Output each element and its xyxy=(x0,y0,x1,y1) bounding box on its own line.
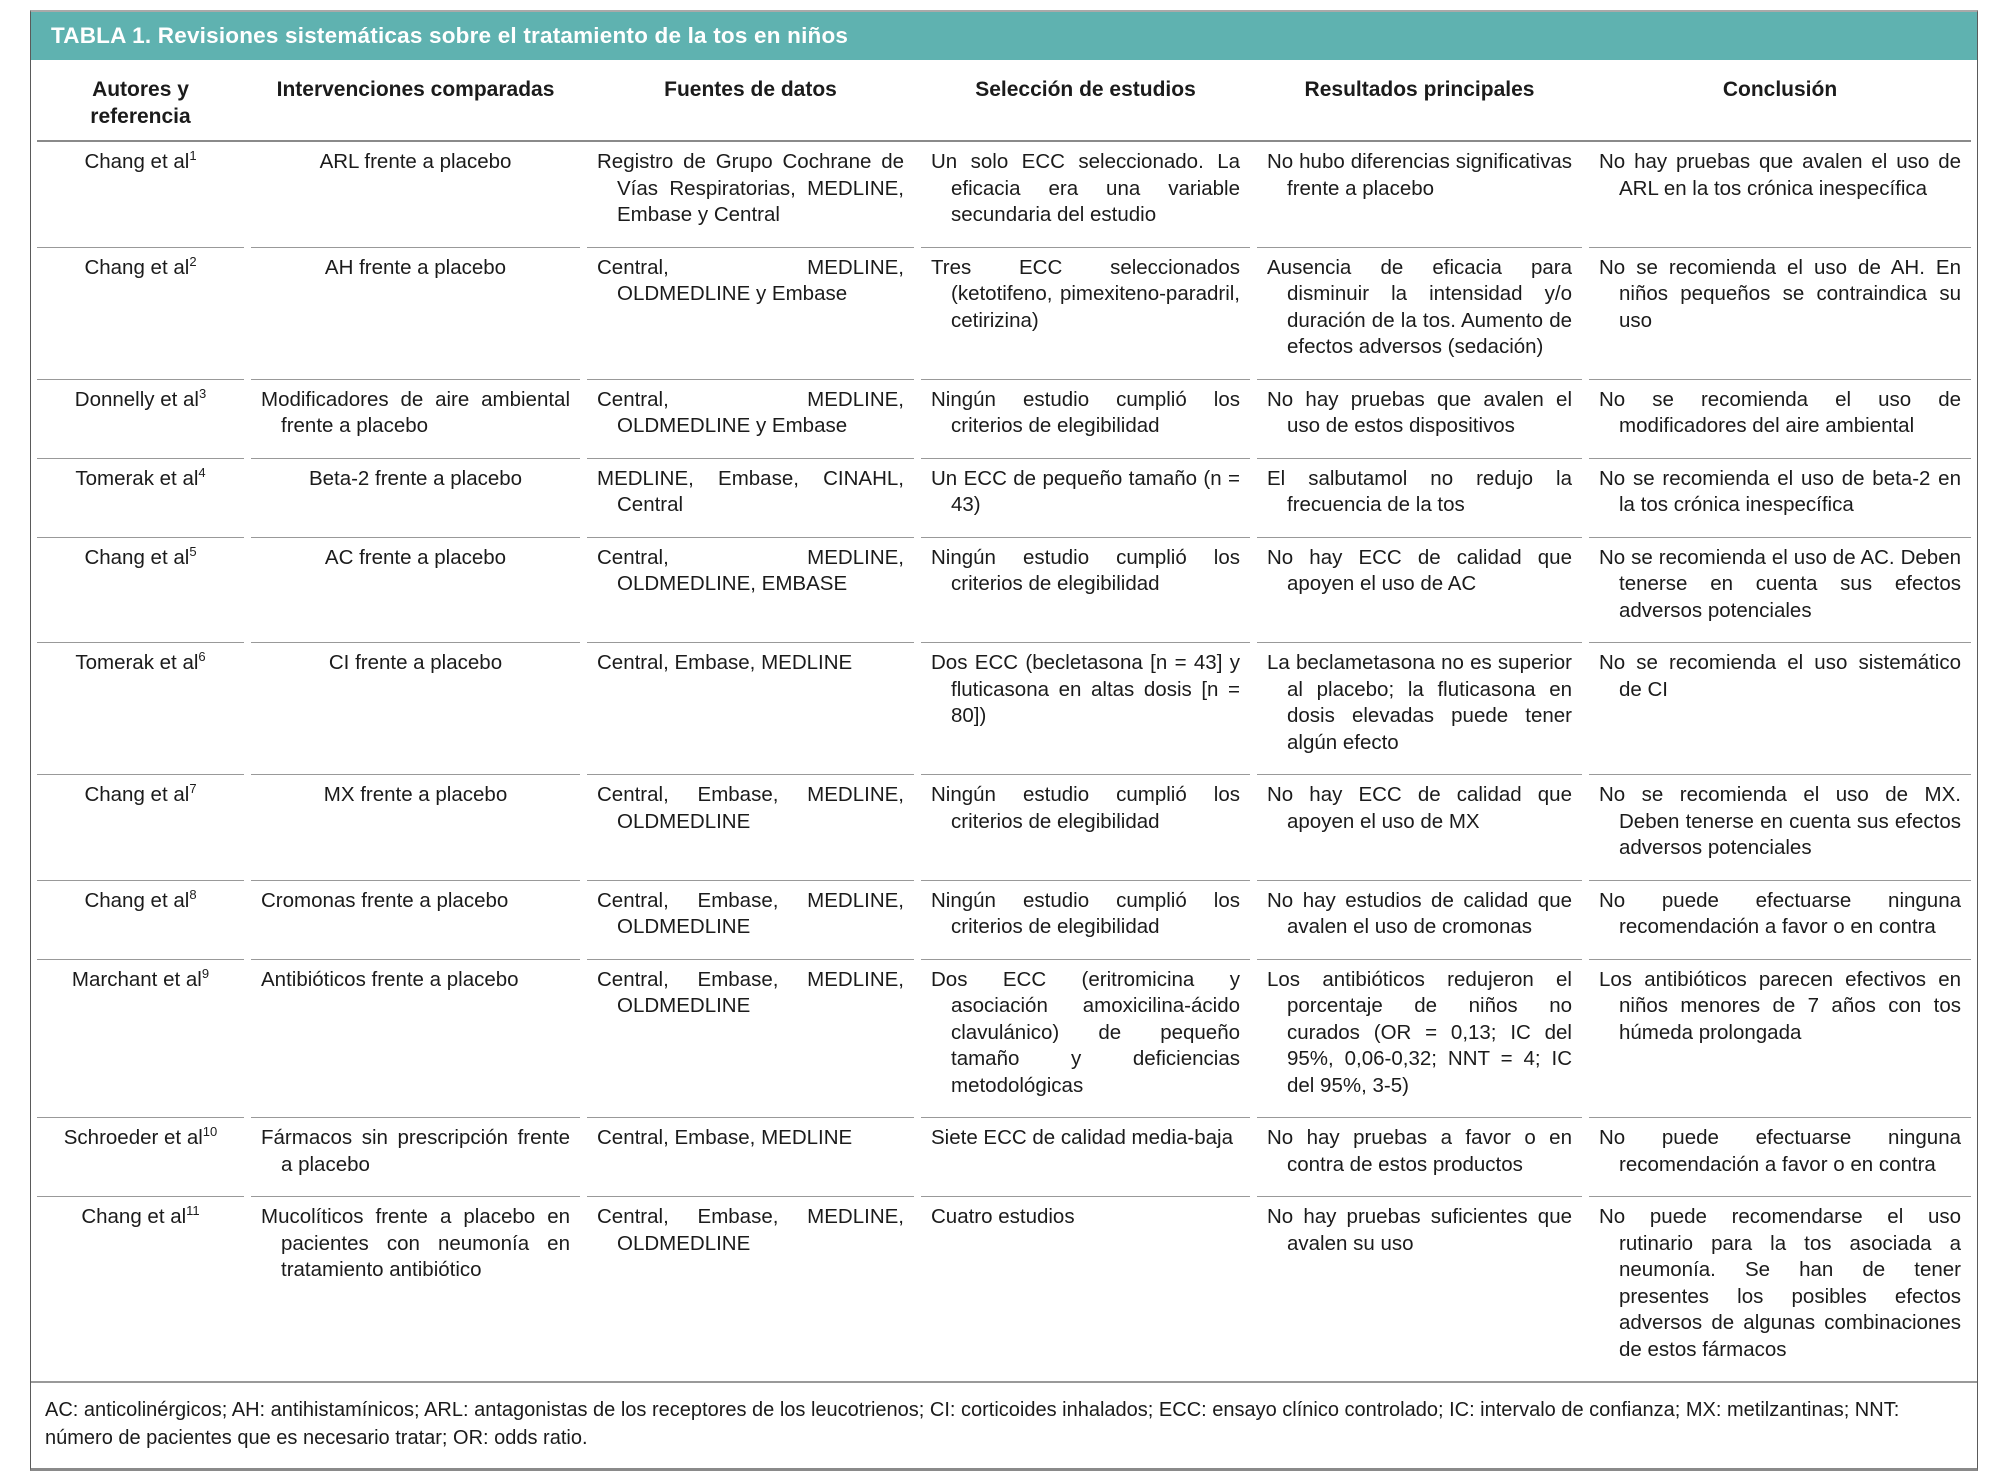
table-grid xyxy=(31,60,1977,1381)
cell-intervention: Cromonas frente a placebo xyxy=(251,880,580,959)
cell-results: No hay pruebas a favor o en contra de estos productos xyxy=(1257,1117,1582,1196)
cell-selection: Un ECC de pequeño tamaño (n = 43) xyxy=(921,458,1250,537)
cell-author: Tomerak et $al^4$ xyxy=(37,458,244,537)
table-title-bar xyxy=(31,12,1977,60)
cell-author: Chang et $al^{11}$ xyxy=(37,1196,244,1381)
reference-superscript: 3 xyxy=(198,385,207,401)
cell-conclusion: No puede efectuarse ninguna recomendación a favor o en contra xyxy=(1589,1117,1971,1196)
cell-sources: Central, Embase, MEDLINE, OLDMEDLINE xyxy=(587,880,914,959)
table-row xyxy=(37,142,1971,247)
cell-selection: Dos ECC (eritromicina y asociación amoxicilina-ácido clavulánico) de pequeño tamaño y deficiencias metodológicas xyxy=(921,959,1250,1118)
cell-selection: Ningún estudio cumplió los criterios de elegibilidad xyxy=(921,379,1250,458)
cell-conclusion: No se recomienda el uso de MX. Deben tenerse en cuenta sus efectos adversos potenciales xyxy=(1589,774,1971,880)
cell-selection: Ningún estudio cumplió los criterios de elegibilidad xyxy=(921,774,1250,880)
column-header-2: Fuentes de datos xyxy=(664,78,837,101)
cell-results: No hay ECC de calidad que apoyen el uso de AC xyxy=(1257,537,1582,643)
cell-intervention: AH frente a placebo xyxy=(251,247,580,379)
reference-superscript: 7 xyxy=(189,781,197,797)
cell-intervention: Fármacos sin prescripción frente a placebo xyxy=(251,1117,580,1196)
cell-results: Ausencia de eficacia para disminuir la intensidad y/o duración de la tos. Aumento de efectos adversos (sedación) xyxy=(1257,247,1582,379)
cell-conclusion: No se recomienda el uso de modificadores del aire ambiental xyxy=(1589,379,1971,458)
reference-superscript: 6 xyxy=(198,649,206,665)
cell-sources: Central, Embase, MEDLINE xyxy=(587,642,914,774)
cell-conclusion: No hay pruebas que avalen el uso de ARL en la tos crónica inespecífica xyxy=(1599,150,1961,200)
cell-sources: Central, Embase, MEDLINE, OLDMEDLINE xyxy=(587,1196,914,1381)
cell-author: Chang et $al^2$ xyxy=(37,247,244,379)
cell-author: Chang et $al^7$ xyxy=(37,774,244,880)
cell-selection: Un solo ECC seleccionado. La eficacia era una variable secundaria del estudio xyxy=(931,150,1240,226)
cell-conclusion: No puede efectuarse ninguna recomendación a favor o en contra xyxy=(1589,880,1971,959)
cell-sources: Central, MEDLINE, OLDMEDLINE y Embase xyxy=(587,247,914,379)
reference-superscript: 2 xyxy=(189,253,197,269)
cell-author: Donnelly et $al^3$ xyxy=(37,379,244,458)
table-row xyxy=(37,1196,1971,1381)
table-row xyxy=(37,537,1971,643)
cell-author: Chang et $al^1$ xyxy=(84,148,197,173)
cell-author: Chang et $al^5$ xyxy=(37,537,244,643)
cell-intervention: Antibióticos frente a placebo xyxy=(251,959,580,1118)
cell-conclusion: No se recomienda el uso de AH. En niños pequeños se contraindica su uso xyxy=(1589,247,1971,379)
reference-superscript: 5 xyxy=(189,543,197,559)
cell-conclusion: No se recomienda el uso de beta-2 en la tos crónica inespecífica xyxy=(1589,458,1971,537)
column-header-4: Resultados principales xyxy=(1304,78,1535,101)
cell-intervention: MX frente a placebo xyxy=(251,774,580,880)
table-row xyxy=(37,458,1971,537)
table-row xyxy=(37,642,1971,774)
cell-intervention: ARL frente a placebo xyxy=(319,150,512,173)
cell-results: No hay pruebas suficientes que avalen su uso xyxy=(1257,1196,1582,1381)
column-header-1: Intervenciones comparadas xyxy=(276,78,555,101)
table-row xyxy=(37,774,1971,880)
cell-results: No hay ECC de calidad que apoyen el uso de MX xyxy=(1257,774,1582,880)
cell-intervention: Modificadores de aire ambiental frente a placebo xyxy=(251,379,580,458)
cell-sources: Registro de Grupo Cochrane de Vías Respiratorias, MEDLINE, Embase y Central xyxy=(597,150,904,226)
cell-results: La beclametasona no es superior al placebo; la fluticasona en dosis elevadas puede tener algún efecto xyxy=(1257,642,1582,774)
table-title: TABLA 1. Revisiones sistemáticas sobre el tratamiento de la tos en niños xyxy=(51,23,849,48)
cell-author: Tomerak et $al^6$ xyxy=(37,642,244,774)
column-header-3: Selección de estudios xyxy=(975,78,1196,101)
column-header-5: Conclusión xyxy=(1722,78,1838,101)
cell-sources: Central, MEDLINE, OLDMEDLINE y Embase xyxy=(587,379,914,458)
reference-superscript: 4 xyxy=(198,464,206,480)
cell-intervention: CI frente a placebo xyxy=(251,642,580,774)
systematic-reviews-table xyxy=(30,10,1978,1471)
reference-superscript: 10 xyxy=(202,1124,218,1140)
reference-superscript: 11 xyxy=(186,1203,200,1219)
cell-results: No hay estudios de calidad que avalen el uso de cromonas xyxy=(1257,880,1582,959)
cell-selection: Siete ECC de calidad media-baja xyxy=(921,1117,1250,1196)
cell-selection: Ningún estudio cumplió los criterios de elegibilidad xyxy=(921,537,1250,643)
table-row xyxy=(37,880,1971,959)
table-body xyxy=(37,142,1971,1381)
cell-results: No hubo diferencias significativas frente a placebo xyxy=(1267,150,1572,200)
reference-superscript: 9 xyxy=(201,965,210,981)
cell-selection: Ningún estudio cumplió los criterios de elegibilidad xyxy=(921,880,1250,959)
table-row xyxy=(37,379,1971,458)
cell-author: Marchant et $al^9$ xyxy=(37,959,244,1118)
cell-intervention: Beta-2 frente a placebo xyxy=(251,458,580,537)
cell-results: El salbutamol no redujo la frecuencia de la tos xyxy=(1257,458,1582,537)
abbreviations-footnote: AC: anticolinérgicos; AH: antihistamínicos; ARL: antagonistas de los receptores de los leucotrienos; CI: corticoides inhalados; ECC: ensayo clínico controlado; IC: intervalo de confianza; MX: metilzantinas; NNT: número de pacientes que es necesario tratar; OR: odds ratio. xyxy=(31,1381,1977,1468)
table-header-row xyxy=(37,60,1971,142)
cell-conclusion: No se recomienda el uso de AC. Deben tenerse en cuenta sus efectos adversos potenciales xyxy=(1589,537,1971,643)
cell-author: Schroeder et $al^{10}$ xyxy=(37,1117,244,1196)
cell-selection: Dos ECC (becletasona [n = 43] y fluticasona en altas dosis [n = 80]) xyxy=(921,642,1250,774)
cell-sources: MEDLINE, Embase, CINAHL, Central xyxy=(587,458,914,537)
table-row xyxy=(37,1117,1971,1196)
cell-sources: Central, MEDLINE, OLDMEDLINE, EMBASE xyxy=(587,537,914,643)
cell-selection: Cuatro estudios xyxy=(921,1196,1250,1381)
cell-conclusion: No puede recomendarse el uso rutinario para la tos asociada a neumonía. Se han de tener presentes los posibles efectos adversos de algunas combinaciones de estos fármacos xyxy=(1589,1196,1971,1381)
column-header-0: Autores y referencia xyxy=(90,78,191,128)
reference-superscript: 8 xyxy=(189,886,197,902)
table-row xyxy=(37,247,1971,379)
cell-intervention: AC frente a placebo xyxy=(251,537,580,643)
cell-sources: Central, Embase, MEDLINE, OLDMEDLINE xyxy=(587,959,914,1118)
cell-conclusion: Los antibióticos parecen efectivos en niños menores de 7 años con tos húmeda prolongada xyxy=(1589,959,1971,1118)
cell-results: Los antibióticos redujeron el porcentaje de niños no curados (OR = 0,13; IC del 95%, 0,06-0,32; NNT = 4; IC del 95%, 3-5) xyxy=(1257,959,1582,1118)
reference-superscript: 1 xyxy=(189,148,197,164)
cell-author: Chang et $al^8$ xyxy=(37,880,244,959)
cell-results: No hay pruebas que avalen el uso de estos dispositivos xyxy=(1257,379,1582,458)
cell-intervention: Mucolíticos frente a placebo en pacientes con neumonía en tratamiento antibiótico xyxy=(251,1196,580,1381)
cell-sources: Central, Embase, MEDLINE xyxy=(587,1117,914,1196)
cell-selection: Tres ECC seleccionados (ketotifeno, pimexiteno-paradril, cetirizina) xyxy=(921,247,1250,379)
table-row xyxy=(37,959,1971,1118)
cell-sources: Central, Embase, MEDLINE, OLDMEDLINE xyxy=(587,774,914,880)
cell-conclusion: No se recomienda el uso sistemático de CI xyxy=(1589,642,1971,774)
